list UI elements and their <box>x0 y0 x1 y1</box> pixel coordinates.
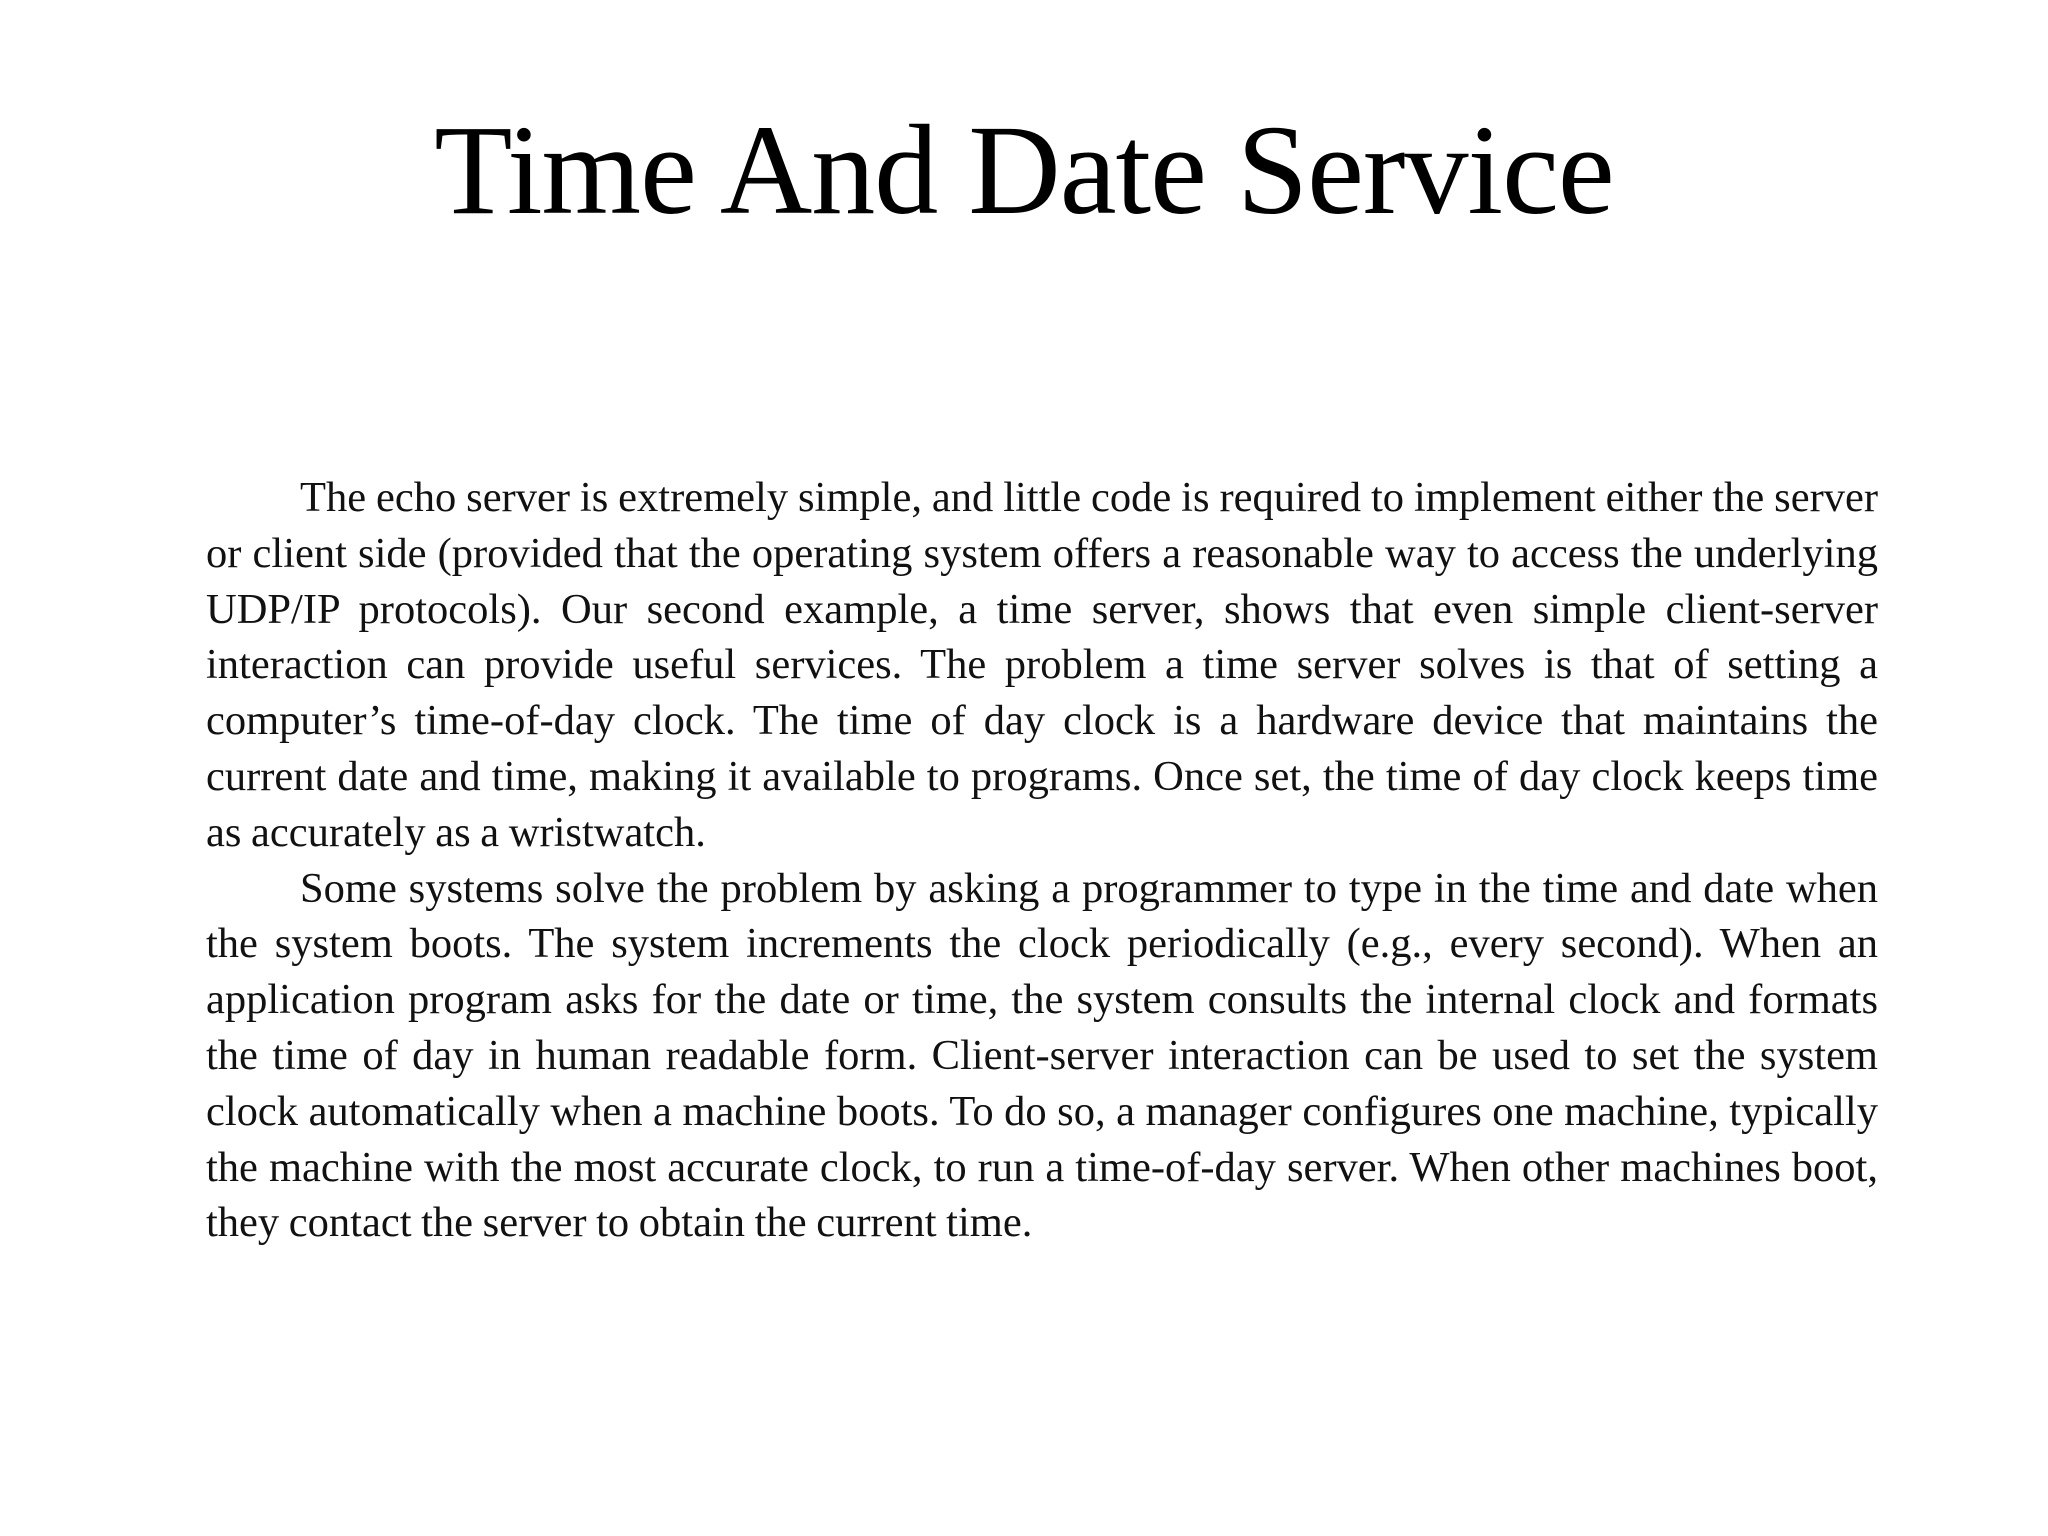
paragraph-1: The echo server is extremely simple, and little code is required to implement either the server or client side (provided that the operating system offers a reasonable way to access the underlying UDP/IP protocols). Our second example, a time server, shows that even simple client-server interaction can provide useful services. The problem a time server solves is that of setting a computer’s time-of-day clock. The time of day clock is a hardware device that maintains the current date and time, making it available to programs. Once set, the time of day clock keeps time as accurately as a wristwatch. <box>206 474 1878 856</box>
paragraph-2: Some systems solve the problem by asking a programmer to type in the time and date when the system boots. The system increments the clock periodically (e.g., every second). When an application program asks for the date or time, the system consults the internal clock and formats the time of day in human readable form. Client-server interaction can be used to set the system clock automatically when a machine boots. To do so, a manager configures one machine, typically the machine with the most accurate clock, to run a time-of-day server. When other machines boot, they contact the server to obtain the current time. <box>206 864 1878 1247</box>
slide-title: Time And Date Service <box>434 99 1614 241</box>
scanned-text-excerpt <box>206 470 1878 1251</box>
